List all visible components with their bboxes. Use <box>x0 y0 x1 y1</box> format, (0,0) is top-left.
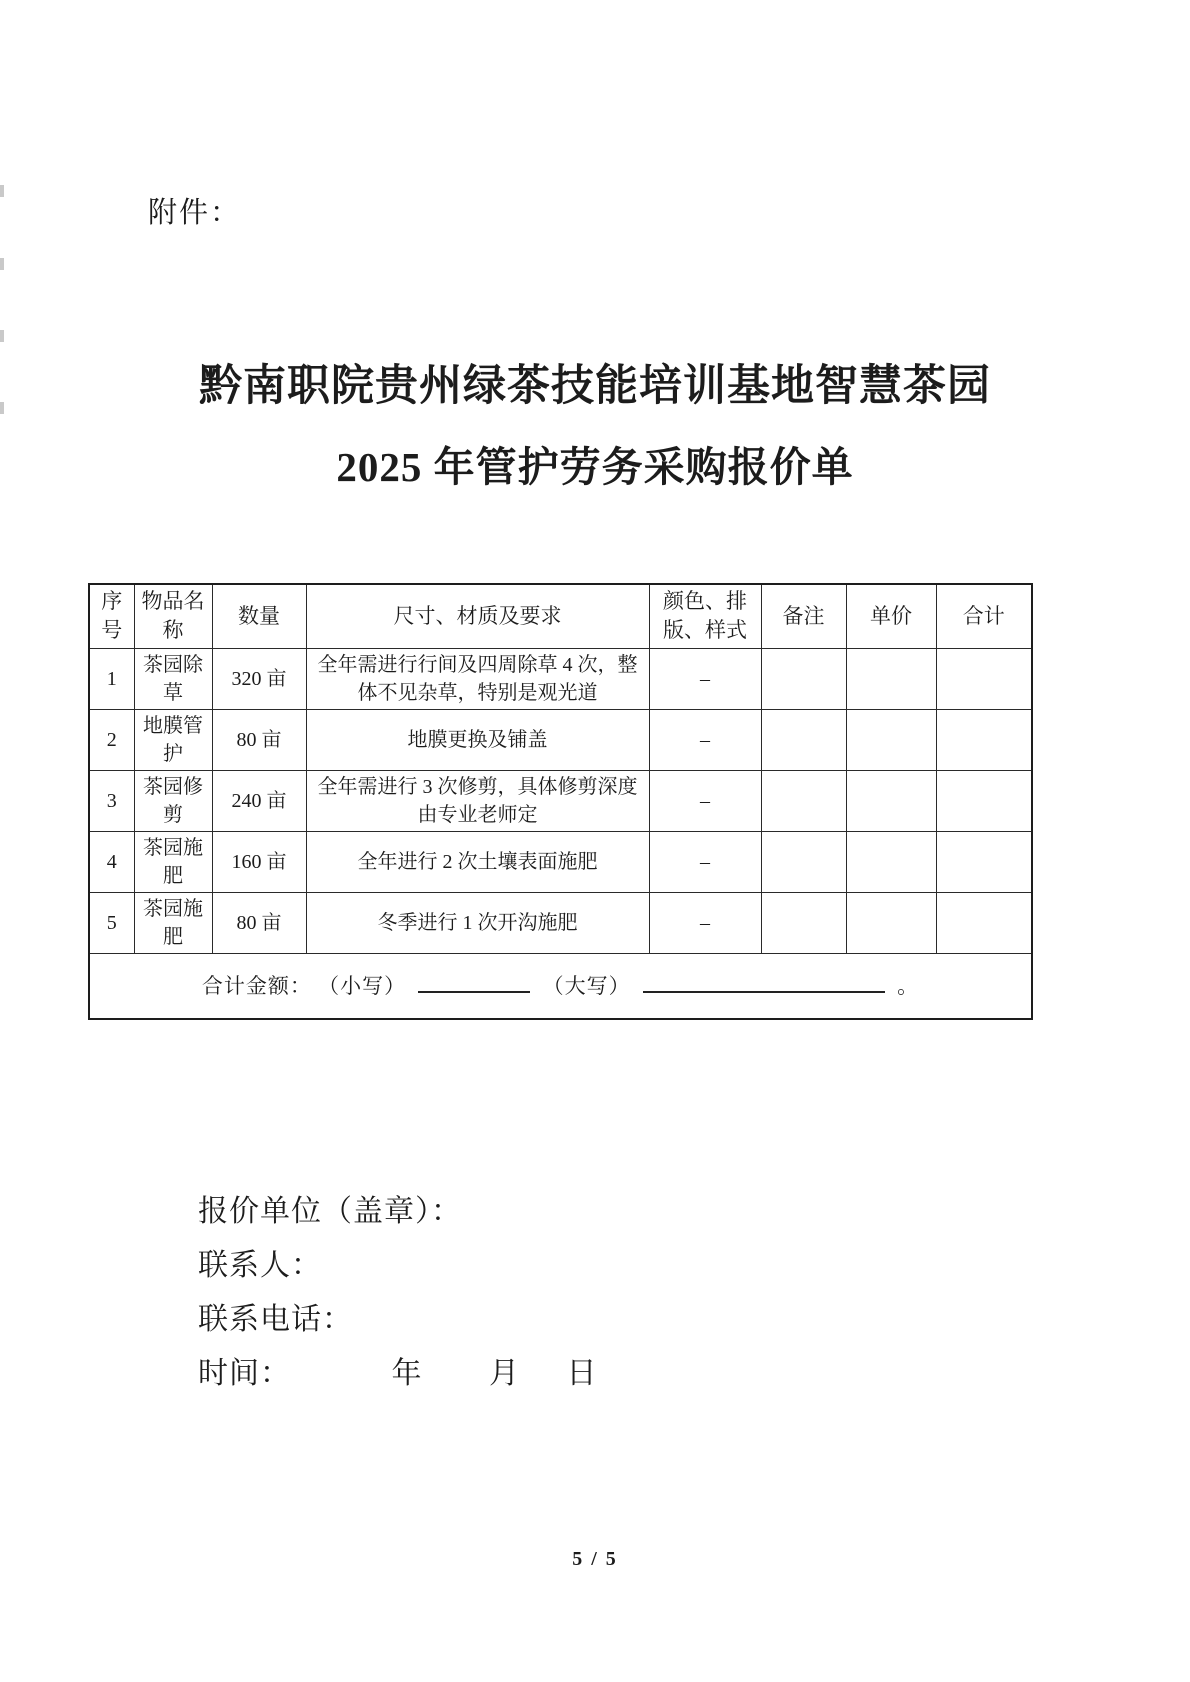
cell-index: 5 <box>89 892 134 953</box>
col-header-unit-price: 单价 <box>846 584 936 648</box>
table-row <box>89 831 1032 892</box>
contact-person-label: 联系人： <box>198 1249 322 1282</box>
date-year-label: 年 <box>391 1357 423 1390</box>
cell-total <box>936 648 1032 709</box>
cell-item-name: 茶园施肥 <box>134 892 212 953</box>
cell-quantity: 80 亩 <box>212 709 306 770</box>
sum-large-amount-blank <box>643 971 885 993</box>
cell-unit-price <box>846 831 936 892</box>
scan-artifact <box>0 185 4 197</box>
cell-quantity: 80 亩 <box>212 892 306 953</box>
cell-index: 2 <box>89 709 134 770</box>
signature-block <box>198 1192 598 1408</box>
sum-amount-label: 合计金额： <box>201 973 312 998</box>
col-header-item-name: 物品名称 <box>134 584 212 648</box>
table-header-row <box>89 584 1032 648</box>
table-row <box>89 892 1032 953</box>
cell-spec: 冬季进行 1 次开沟施肥 <box>306 892 649 953</box>
cell-index: 4 <box>89 831 134 892</box>
cell-quantity: 240 亩 <box>212 770 306 831</box>
table-row <box>89 709 1032 770</box>
cell-total <box>936 770 1032 831</box>
cell-index: 1 <box>89 648 134 709</box>
cell-unit-price <box>846 770 936 831</box>
quote-company-label: 报价单位（盖章）： <box>198 1195 462 1228</box>
cell-item-name: 茶园除草 <box>134 648 212 709</box>
cell-remarks <box>761 648 846 709</box>
table-row <box>89 648 1032 709</box>
cell-spec: 全年需进行 3 次修剪，具体修剪深度由专业老师定 <box>306 770 649 831</box>
col-header-remarks: 备注 <box>761 584 846 648</box>
cell-total <box>936 892 1032 953</box>
cell-remarks <box>761 709 846 770</box>
col-header-spec: 尺寸、材质及要求 <box>306 584 649 648</box>
attachment-label: 附件： <box>148 197 242 229</box>
scan-artifact <box>0 258 4 270</box>
cell-unit-price <box>846 892 936 953</box>
table-row <box>89 770 1032 831</box>
col-header-total: 合计 <box>936 584 1032 648</box>
page-number: 5 / 5 <box>572 1548 618 1570</box>
cell-remarks <box>761 892 846 953</box>
cell-total <box>936 831 1032 892</box>
col-header-quantity: 数量 <box>212 584 306 648</box>
date-month-label: 月 <box>489 1357 520 1390</box>
cell-unit-price <box>846 648 936 709</box>
col-header-index: 序号 <box>89 584 134 648</box>
cell-remarks <box>761 770 846 831</box>
cell-item-name: 地膜管护 <box>134 709 212 770</box>
sum-small-amount-label: （小写） <box>318 973 407 998</box>
cell-color-layout: – <box>649 770 761 831</box>
sum-amount-cell <box>89 953 1032 1019</box>
contact-phone-label: 联系电话： <box>198 1303 353 1336</box>
cell-item-name: 茶园施肥 <box>134 831 212 892</box>
col-header-color-layout: 颜色、排版、样式 <box>649 584 761 648</box>
sum-small-amount-blank <box>418 971 530 993</box>
sum-period: 。 <box>897 973 920 998</box>
cell-color-layout: – <box>649 709 761 770</box>
cell-spec: 全年需进行行间及四周除草 4 次，整体不见杂草，特别是观光道 <box>306 648 649 709</box>
cell-item-name: 茶园修剪 <box>134 770 212 831</box>
date-line <box>198 1354 598 1394</box>
cell-spec: 地膜更换及铺盖 <box>306 709 649 770</box>
cell-remarks <box>761 831 846 892</box>
sum-large-amount-label: （大写） <box>542 973 631 998</box>
cell-color-layout: – <box>649 892 761 953</box>
cell-unit-price <box>846 709 936 770</box>
document-title-line2: 2025 年管护劳务采购报价单 <box>336 444 854 490</box>
cell-color-layout: – <box>649 831 761 892</box>
cell-quantity: 160 亩 <box>212 831 306 892</box>
date-day-label: 日 <box>566 1357 598 1390</box>
cell-spec: 全年进行 2 次土壤表面施肥 <box>306 831 649 892</box>
scan-artifact <box>0 330 4 342</box>
quotation-table <box>88 583 1033 1020</box>
cell-index: 3 <box>89 770 134 831</box>
cell-quantity: 320 亩 <box>212 648 306 709</box>
document-title-line1: 黔南职院贵州绿茶技能培训基地智慧茶园 <box>199 363 991 410</box>
cell-total <box>936 709 1032 770</box>
date-label: 时间： <box>198 1357 291 1390</box>
table-sum-row <box>89 953 1032 1019</box>
cell-color-layout: – <box>649 648 761 709</box>
